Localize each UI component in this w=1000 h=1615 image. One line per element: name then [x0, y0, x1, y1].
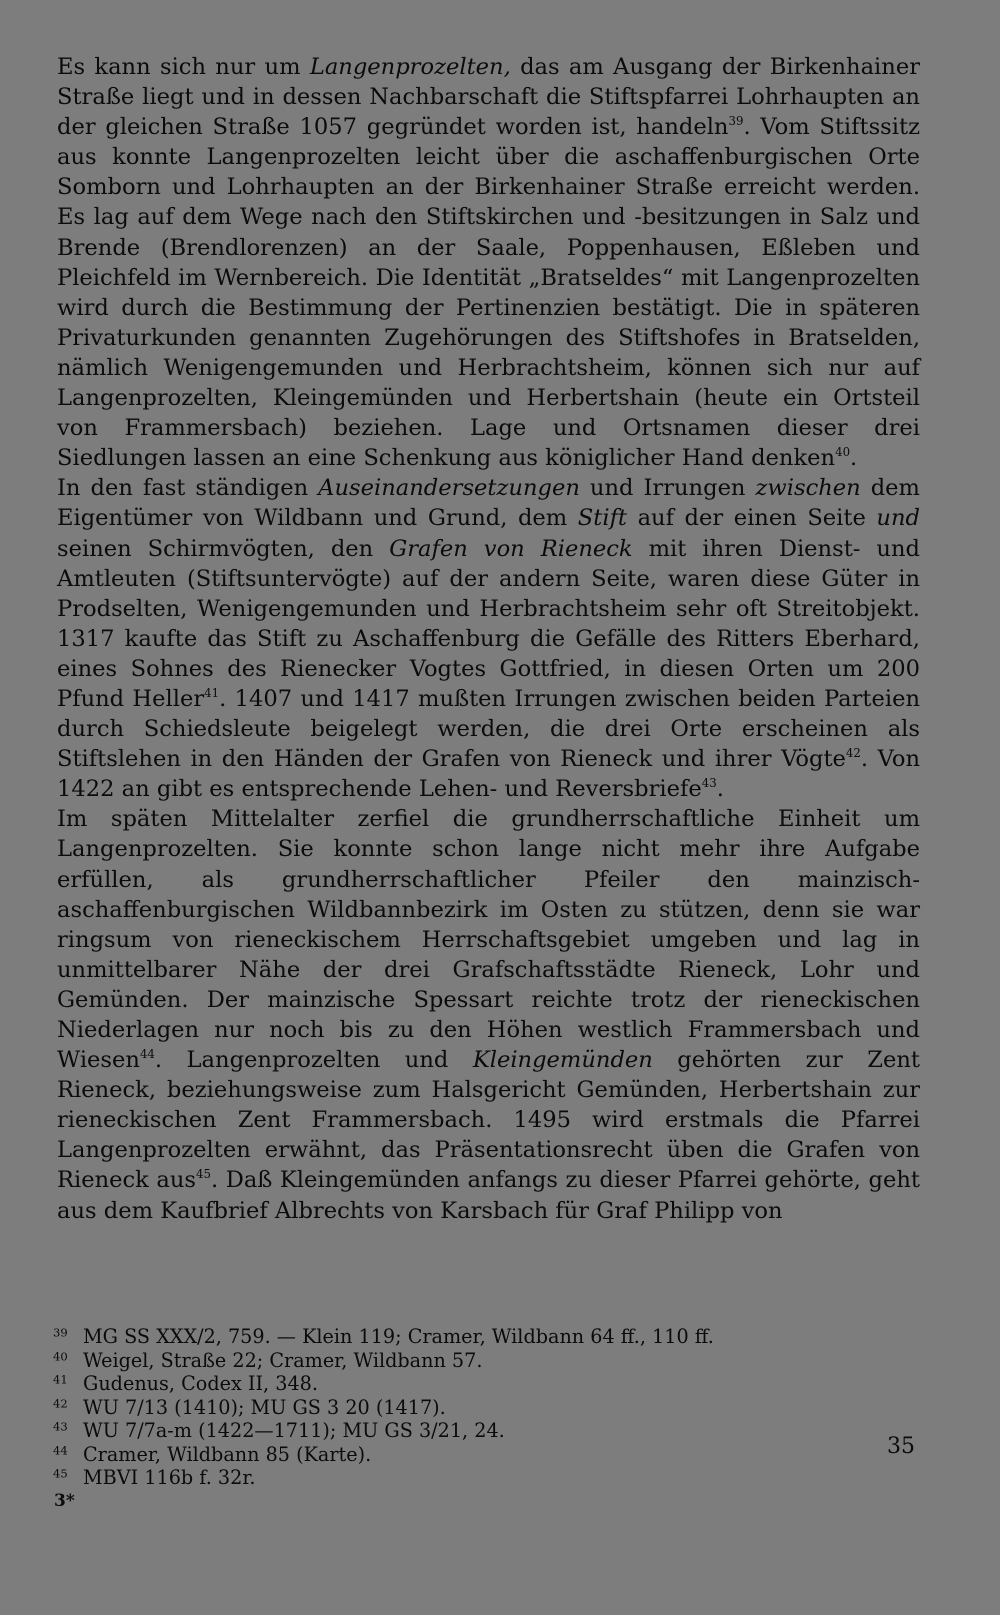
footnote	[53, 1325, 933, 1349]
footnote-text: MBVI 116b f. 32r.	[83, 1466, 256, 1489]
main-text	[57, 52, 920, 1226]
footnote	[53, 1349, 933, 1373]
text-segment: .	[850, 445, 858, 472]
text-segment: . Vom Stiftssitz aus konnte Langenprozelten leicht über die aschaffenburgischen Orte Somborn und Lohrhaupten an der Birkenhainer Straße erreicht werden. Es lag auf dem Wege nach den Stiftskirchen und -besitzungen in Salz und Brende (Brendlorenzen) an der Saale, Poppenhausen, Eßleben und Pleichfeld im Wernbereich. Die Identität „Bratseldes“ mit Langenprozelten wird durch die Bestimmung der Pertinenzien bestätigt. Die in späteren Privaturkunden genannten Zugehörungen des Stiftshofes in Bratselden, nämlich Wenigengemunden und Herbrachtsheim, können sich nur auf Langenprozelten, Kleingemünden und Herbertshain (heute ein Ortsteil von Frammersbach) beziehen. Lage und Ortsnamen dieser drei Siedlungen lassen an eine Schenkung aus königlicher Hand denken	[57, 114, 920, 472]
text-segment: seinen Schirmvögten, den	[57, 535, 390, 562]
text-segment: auf der einen Seite	[627, 505, 877, 532]
text-segment: . Von 1422 an gibt es entsprechende Lehen- und Reversbriefe	[57, 746, 920, 803]
signature-mark: 3*	[54, 1491, 75, 1511]
footnote-text: WU 7/7a-m (1422—1711); MU GS 3/21, 24.	[83, 1419, 505, 1442]
footnote	[53, 1443, 933, 1467]
footnote-number	[53, 1372, 83, 1396]
paragraph	[57, 804, 920, 1225]
footnote-text: Gudenus, Codex II, 348.	[83, 1372, 318, 1395]
footnote-number-text: 45	[53, 1466, 68, 1481]
paragraph	[57, 473, 920, 804]
paragraph	[57, 52, 920, 473]
footnote-text: WU 7/13 (1410); MU GS 3 20 (1417).	[83, 1395, 446, 1419]
emphasized-text: Kleingemünden	[472, 1047, 653, 1074]
footnote-reference: 45	[196, 1167, 211, 1182]
text-segment: dem Eigentümer von Wildbann und Grund, dem	[57, 475, 920, 532]
footnote-number-text: 41	[53, 1372, 68, 1387]
text-segment: .	[716, 776, 724, 803]
text-segment: und Irrungen	[579, 475, 756, 502]
footnote-reference: 41	[204, 686, 220, 701]
emphasized-text: Auseinandersetzungen	[318, 475, 580, 502]
text-segment: . Daß Kleingemünden anfangs zu dieser Pfarrei gehörte, geht aus dem Kaufbrief Albrechts von Karsbach für Graf Philipp von	[57, 1167, 920, 1224]
footnote-reference: 44	[139, 1047, 155, 1062]
footnote-number-text: 43	[53, 1419, 68, 1434]
text-segment: In den fast ständigen	[57, 475, 319, 502]
footnote-number	[53, 1466, 83, 1490]
footnote-number	[53, 1396, 83, 1420]
footnote-number-text: 42	[53, 1396, 68, 1411]
footnote-number-text: 44	[53, 1443, 68, 1458]
emphasized-text: Langenprozelten,	[309, 54, 511, 80]
emphasized-text: Stift	[577, 505, 628, 532]
footnote-text: MG SS XXX/2, 759. — Klein 119; Cramer, Wildbann 64 ff., 110 ff.	[83, 1325, 714, 1348]
text-segment: das am Ausgang der Birkenhainer Straße liegt und in dessen Nachbarschaft die Stiftspfarrei Lohrhaupten an der gleichen Straße 1057 gegründet worden ist, handeln	[57, 54, 921, 141]
footnote	[53, 1466, 933, 1490]
emphasized-text: Grafen von Rieneck	[389, 535, 633, 562]
footnote-text: Cramer, Wildbann 85 (Karte).	[83, 1442, 372, 1466]
footnote	[53, 1419, 933, 1443]
text-segment: Es kann sich nur um	[57, 54, 310, 80]
footnote-reference: 43	[701, 776, 717, 791]
footnote-reference: 40	[835, 445, 851, 460]
footnote-number-text: 40	[53, 1349, 68, 1364]
footnote-number	[53, 1419, 83, 1443]
text-segment: . Langenprozelten und	[154, 1047, 473, 1074]
text-segment: . 1407 und 1417 mußten Irrungen zwischen beiden Parteien durch Schiedsleute beigelegt werden, die drei Orte erscheinen als Stiftslehen in den Händen der Grafen von Rieneck und ihrer Vögte	[57, 685, 921, 773]
text-segment: Im späten Mittelalter zerfiel die grundherrschaftliche Einheit um Langenprozelten. Sie konnte schon lange nicht mehr ihre Aufgabe erfüllen, als grundherrschaftlicher Pfeiler den mainzisch-aschaffenburgischen Wildbannbezirk im Osten zu stützen, denn sie war ringsum von rieneckischem Herrschaftsgebiet umgeben und lag in unmittelbarer Nähe der drei Grafschaftsstädte Rieneck, Lohr und Gemünden. Der mainzische Spessart reichte trotz der rieneckischen Niederlagen nur noch bis zu den Höhen westlich Frammersbach und Wiesen	[57, 806, 920, 1074]
footnote-reference: 42	[845, 746, 861, 761]
footnote-number	[53, 1443, 83, 1467]
footnote-number	[53, 1325, 83, 1349]
footnote-number	[53, 1349, 83, 1373]
text-segment: gehörten zur Zent Rieneck, beziehungsweise zum Halsgericht Gemünden, Herbertshain zur rieneckischen Zent Frammersbach. 1495 wird erstmals die Pfarrei Langenprozelten erwähnt, das Präsentationsrecht üben die Grafen von Rieneck aus	[57, 1047, 920, 1194]
footnote	[53, 1372, 933, 1396]
emphasized-text: zwischen	[755, 475, 861, 502]
page-number: 35	[887, 1434, 915, 1459]
emphasized-text: und	[876, 505, 920, 532]
footnote-number-text: 39	[53, 1325, 68, 1340]
text-segment: mit ihren Dienst- und Amtleuten (Stiftsuntervögte) auf der andern Seite, waren diese Güter in Prodselten, Wenigengemunden und Herbrachtsheim sehr oft Streitobjekt. 1317 kaufte das Stift zu Aschaffenburg die Gefälle des Ritters Eberhard, eines Sohnes des Rienecker Vogtes Gottfried, in diesen Orten um 200 Pfund Heller	[57, 535, 920, 712]
footnote-text: Weigel, Straße 22; Cramer, Wildbann 57.	[83, 1348, 483, 1372]
footnote-reference: 39	[728, 114, 744, 129]
footnotes	[53, 1325, 933, 1490]
footnote	[53, 1396, 933, 1420]
